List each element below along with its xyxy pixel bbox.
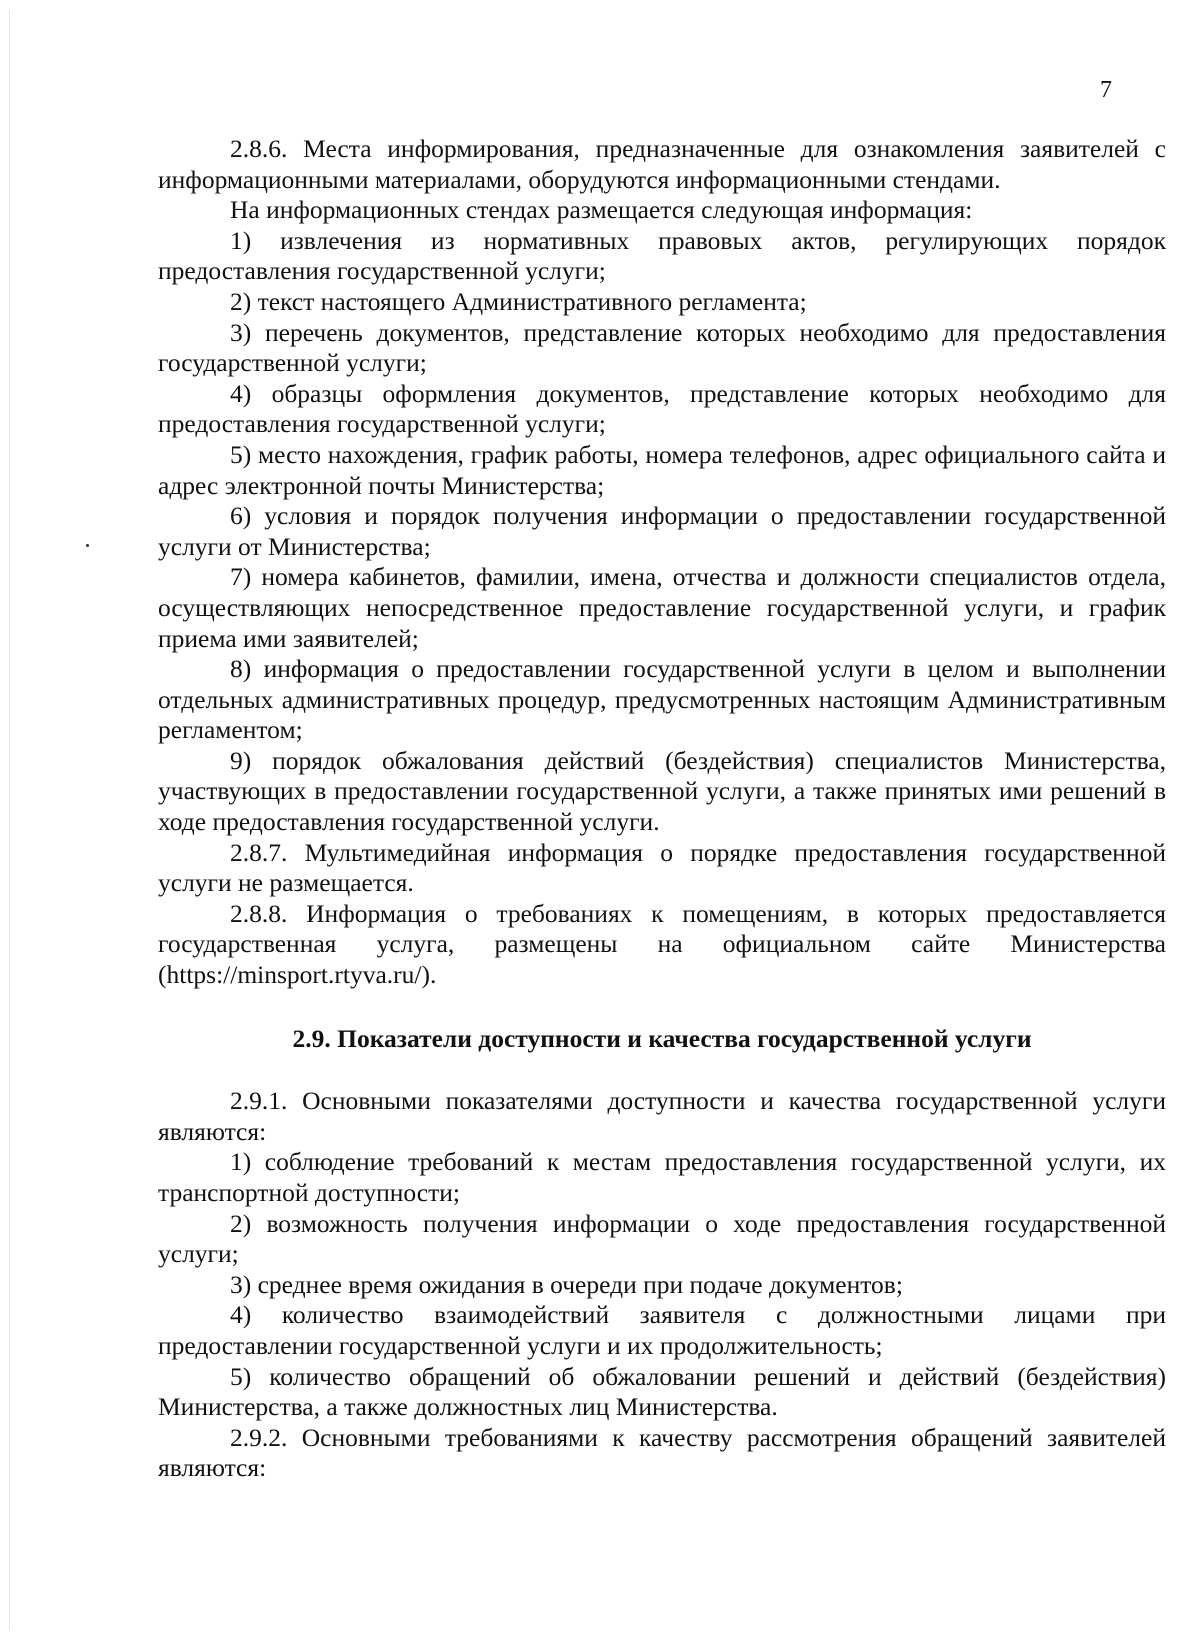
indicator-item-2: 2) возможность получения информации о ходе предоставления государственной услуги; — [158, 1208, 1166, 1269]
list-item-7: 7) номера кабинетов, фамилии, имена, отчества и должности специалистов отдела, осуществляющих непосредственное предоставление государственной услуги, и график приема ими заявителей; — [158, 562, 1166, 653]
scan-speck — [86, 544, 89, 547]
list-item-3: 3) перечень документов, представление которых необходимо для предоставления государственной услуги; — [158, 317, 1166, 378]
list-item-6: 6) условия и порядок получения информации о предоставлении государственной услуги от Министерства; — [158, 501, 1166, 561]
paragraph-2-8-6: 2.8.6. Места информирования, предназначенные для ознакомления заявителей с информационными материалами, оборудуются информационными стендами. — [158, 134, 1166, 194]
paragraph-stands-intro: На информационных стендах размещается следующая информация: — [230, 195, 973, 225]
indicator-item-5: 5) количество обращений об обжаловании решений и действий (бездействия) Министерства, а также должностных лиц Министерства. — [158, 1361, 1166, 1422]
list-item-5: 5) место нахождения, график работы, номера телефонов, адрес официального сайта и адрес электронной почты Министерства; — [158, 439, 1166, 500]
scan-edge-line — [9, 10, 10, 1630]
document-body — [158, 134, 1166, 1484]
indicator-item-3: 3) среднее время ожидания в очереди при подаче документов; — [230, 1269, 903, 1299]
paragraph-2-8-8: 2.8.8. Информация о требованиях к помещениям, в которых предоставляется государственная услуга, размещены на официальном сайте Министерства (https://minsport.rtyva.ru/). — [158, 898, 1166, 990]
indicator-item-1: 1) соблюдение требований к местам предоставления государственной услуги, их транспортной доступности; — [158, 1147, 1166, 1207]
list-item-8: 8) информация о предоставлении государственной услуги в целом и выполнении отдельных административных процедур, предусмотренных настоящим Административным регламентом; — [158, 654, 1166, 745]
list-item-2: 2) текст настоящего Административного регламента; — [230, 286, 807, 316]
list-item-9: 9) порядок обжалования действий (бездействия) специалистов Министерства, участвующих в предоставлении государственной услуги, а также принятых ими решений в ходе предоставления государственной услуги. — [158, 745, 1166, 837]
paragraph-2-9-2: 2.9.2. Основными требованиями к качеству рассмотрения обращений заявителей являются: — [158, 1422, 1166, 1483]
indicator-item-4: 4) количество взаимодействий заявителя с должностными лицами при предоставлении государственной услуги и их продолжительность; — [158, 1300, 1166, 1360]
page-number: 7 — [1100, 77, 1112, 103]
paragraph-2-9-1: 2.9.1. Основными показателями доступности и качества государственной услуги являются: — [158, 1086, 1166, 1146]
paragraph-2-8-7: 2.8.7. Мультимедийная информация о порядке предоставления государственной услуги не размещается. — [158, 837, 1166, 898]
section-heading: 2.9. Показатели доступности и качества государственной услуги — [292, 1023, 1032, 1053]
list-item-1: 1) извлечения из нормативных правовых актов, регулирующих порядок предоставления государственной услуги; — [158, 225, 1166, 286]
list-item-4: 4) образцы оформления документов, представление которых необходимо для предоставления государственной услуги; — [158, 378, 1166, 439]
